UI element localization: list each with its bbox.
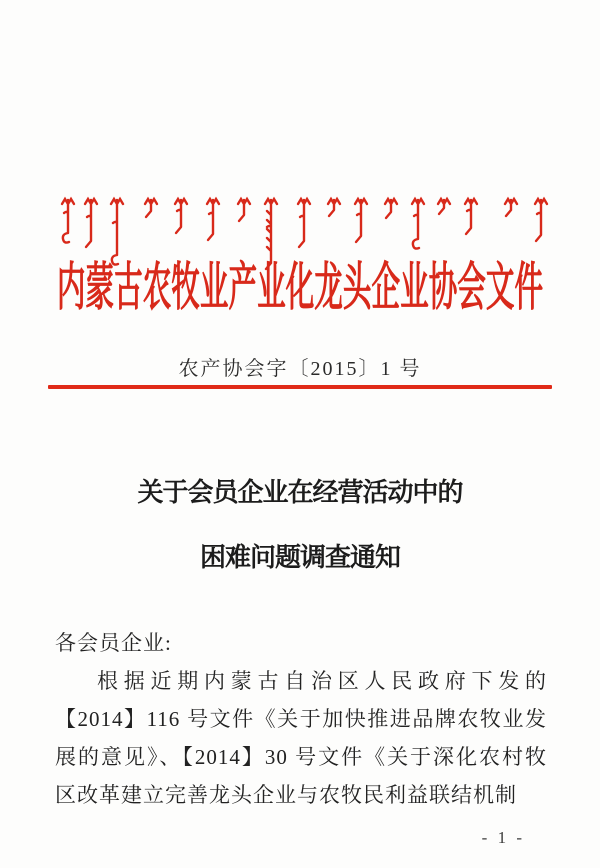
- document-title-line1: 关于会员企业在经营活动中的: [137, 478, 463, 507]
- document-title-line2: 困难问题调查通知: [199, 543, 400, 572]
- body-paragraph: 根据近期内蒙古自治区人民政府下发的【2014】116 号文件《关于加快推进品牌农牧业发展的意见》、【2014】30 号文件《关于深化农村牧区改革建立完善龙头企业与农牧民利益联结机制: [55, 669, 547, 807]
- document-body: [55, 624, 547, 814]
- page-number: - 1 -: [481, 828, 525, 847]
- org-title: 内蒙古农牧业产业化龙头企业协会文件: [56, 260, 544, 317]
- salutation: 各会员企业:: [55, 631, 172, 655]
- doc-number: 农产协会字〔2015〕1 号: [178, 358, 422, 380]
- red-divider-rule: [48, 385, 552, 389]
